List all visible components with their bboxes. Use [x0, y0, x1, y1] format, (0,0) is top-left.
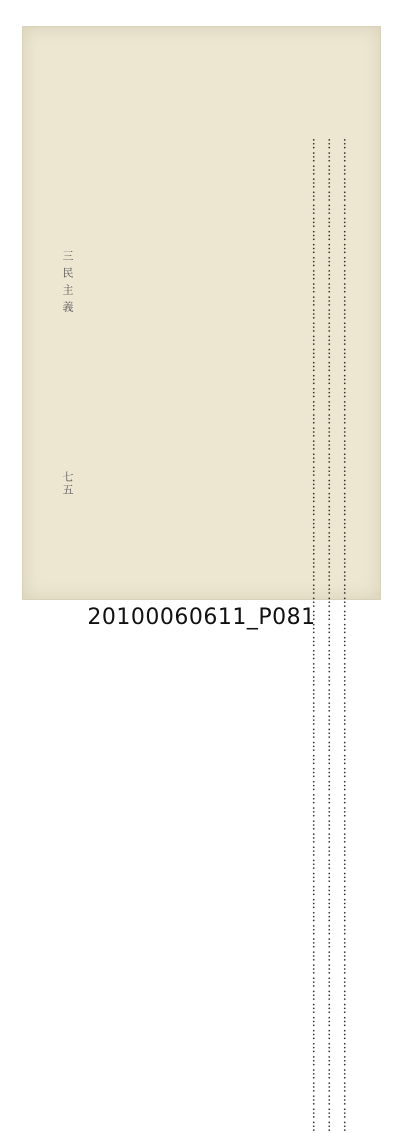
paragraph: …………………………………………………………………………………………………………………………………………………………………………………………………………: [309, 138, 324, 1134]
paragraph: …………………………………………………………………………………………………………………………………………………………………………………………………………: [341, 138, 355, 1134]
page-number: 七五: [61, 471, 74, 497]
paragraph: …………………………………………………………………………………………………………………………………………………………………………………………………………: [325, 138, 340, 1134]
scan-id-caption: 20100060611_P081: [87, 605, 316, 630]
book-title-header: 三民主義: [61, 250, 74, 318]
